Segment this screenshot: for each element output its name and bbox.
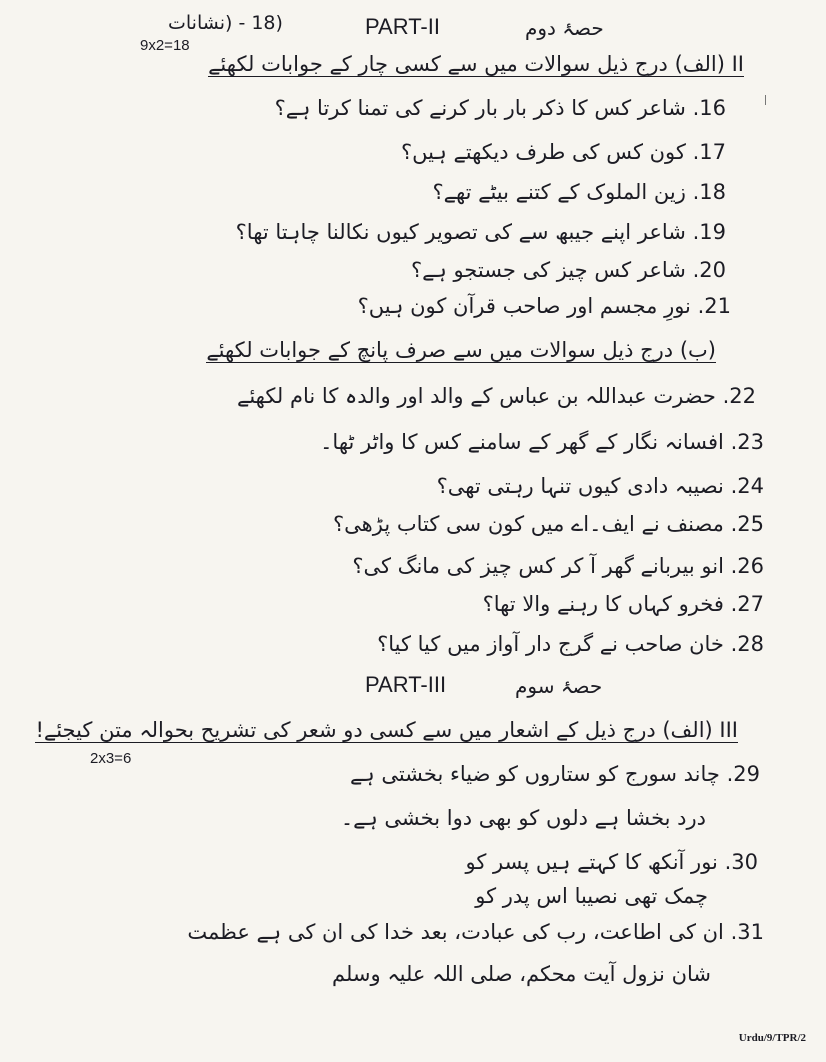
verse-line: چاند سورج کو ستاروں کو ضیاء بخشتی ہے	[350, 762, 720, 786]
question-19: 19. شاعر اپنے جیبھ سے کی تصویر کیوں نکالنا چاہتا تھا؟	[235, 220, 726, 244]
question-number: 16	[699, 96, 726, 120]
part3-label: PART-III	[365, 672, 447, 697]
question-text: شاعر کس چیز کی جستجو ہے؟	[411, 258, 686, 282]
margin-mark	[765, 95, 766, 105]
question-17: 17. کون کس کی طرف دیکھتے ہیں؟	[401, 140, 726, 164]
question-29-line2: درد بخشا ہے دلوں کو بھی دوا بخشی ہے۔	[340, 806, 706, 830]
verse-line: ان کی اطاعت، رب کی عبادت، بعد خدا کی ان کی ہے عظمت	[187, 920, 724, 944]
marks-bracket: (18 - (نشانات	[168, 12, 283, 34]
part-label: PART-II	[365, 14, 440, 39]
part-urdu: حصۂ دوم	[525, 16, 604, 40]
question-number: 31	[737, 920, 764, 944]
question-number: 24	[737, 474, 764, 498]
footer-code: Urdu/9/TPR/2	[738, 1032, 806, 1044]
question-25: 25. مصنف نے ایف۔اے میں کون سی کتاب پڑھی؟	[333, 512, 764, 536]
question-text: زین الملوک کے کتنے بیٹے تھے؟	[432, 180, 686, 204]
question-number: 27	[737, 592, 764, 616]
question-number: 20	[699, 258, 726, 282]
question-16: 16. شاعر کس کا ذکر بار بار کرنے کی تمنا کرتا ہے؟	[274, 96, 726, 120]
question-30-line2: چمک تھی نصیبا اس پدر کو	[475, 884, 708, 908]
question-23: 23. افسانہ نگار کے گھر کے سامنے کس کا واٹر ٹھا۔	[320, 430, 764, 454]
question-30-line1: 30. نور آنکھ کا کہتے ہیں پسر کو	[465, 850, 758, 874]
question-text: خان صاحب نے گرج دار آواز میں کیا کیا؟	[377, 632, 724, 656]
question-text: حضرت عبداللہ بن عباس کے والد اور والدہ کا نام لکھئے	[237, 384, 716, 408]
question-number: 21	[704, 294, 731, 318]
question-number: 29	[733, 762, 760, 786]
question-18: 18. زین الملوک کے کتنے بیٹے تھے؟	[432, 180, 726, 204]
part3-urdu: حصۂ سوم	[515, 674, 603, 698]
verse-line: نور آنکھ کا کہتے ہیں پسر کو	[465, 850, 718, 874]
question-number: 17	[699, 140, 726, 164]
question-24: 24. نصیبہ دادی کیوں تنہا رہتی تھی؟	[436, 474, 764, 498]
question-text: مصنف نے ایف۔اے میں کون سی کتاب پڑھی؟	[333, 512, 724, 536]
part3-heading: III (الف) درج ذیل کے اشعار میں سے کسی دو شعر کی تشریح بحوالہ متن کیجئے!	[35, 718, 738, 742]
question-20: 20. شاعر کس چیز کی جستجو ہے؟	[411, 258, 726, 282]
question-number: 18	[699, 180, 726, 204]
question-29-line1: 29. چاند سورج کو ستاروں کو ضیاء بخشتی ہے	[350, 762, 760, 786]
section-a-heading: II (الف) درج ذیل سوالات میں سے کسی چار کے جوابات لکھئے	[208, 52, 744, 76]
marks-calc: 9x2=18	[140, 37, 190, 54]
question-number: 28	[737, 632, 764, 656]
question-31-line2: شان نزول آیت محکم، صلی اللہ علیہ وسلم	[332, 962, 711, 986]
question-text: کون کس کی طرف دیکھتے ہیں؟	[401, 140, 686, 164]
question-text: نصیبہ دادی کیوں تنہا رہتی تھی؟	[436, 474, 724, 498]
question-number: 26	[737, 554, 764, 578]
part3-marks-calc: 2x3=6	[90, 750, 132, 767]
question-text: انو بیربانے گھر آ کر کس چیز کی مانگ کی؟	[352, 554, 724, 578]
question-28: 28. خان صاحب نے گرج دار آواز میں کیا کیا؟	[377, 632, 764, 656]
question-text: شاعر اپنے جیبھ سے کی تصویر کیوں نکالنا چاہتا تھا؟	[235, 220, 686, 244]
question-text: فخرو کہاں کا رہنے والا تھا؟	[482, 592, 724, 616]
question-number: 25	[737, 512, 764, 536]
question-26: 26. انو بیربانے گھر آ کر کس چیز کی مانگ کی؟	[352, 554, 764, 578]
question-text: افسانہ نگار کے گھر کے سامنے کس کا واٹر ٹھا۔	[320, 430, 724, 454]
question-22: 22. حضرت عبداللہ بن عباس کے والد اور والدہ کا نام لکھئے	[237, 384, 756, 408]
question-31-line1: 31. ان کی اطاعت، رب کی عبادت، بعد خدا کی ان کی ہے عظمت	[187, 920, 764, 944]
section-b-heading: (ب) درج ذیل سوالات میں سے صرف پانچ کے جوابات لکھئے	[206, 338, 716, 362]
question-27: 27. فخرو کہاں کا رہنے والا تھا؟	[482, 592, 764, 616]
question-text: شاعر کس کا ذکر بار بار کرنے کی تمنا کرتا ہے؟	[274, 96, 686, 120]
question-21: 21. نورِ مجسم اور صاحب قرآن کون ہیں؟	[357, 294, 731, 318]
question-number: 22	[729, 384, 756, 408]
question-text: نورِ مجسم اور صاحب قرآن کون ہیں؟	[357, 294, 691, 318]
question-number: 30	[731, 850, 758, 874]
question-number: 19	[699, 220, 726, 244]
question-number: 23	[737, 430, 764, 454]
